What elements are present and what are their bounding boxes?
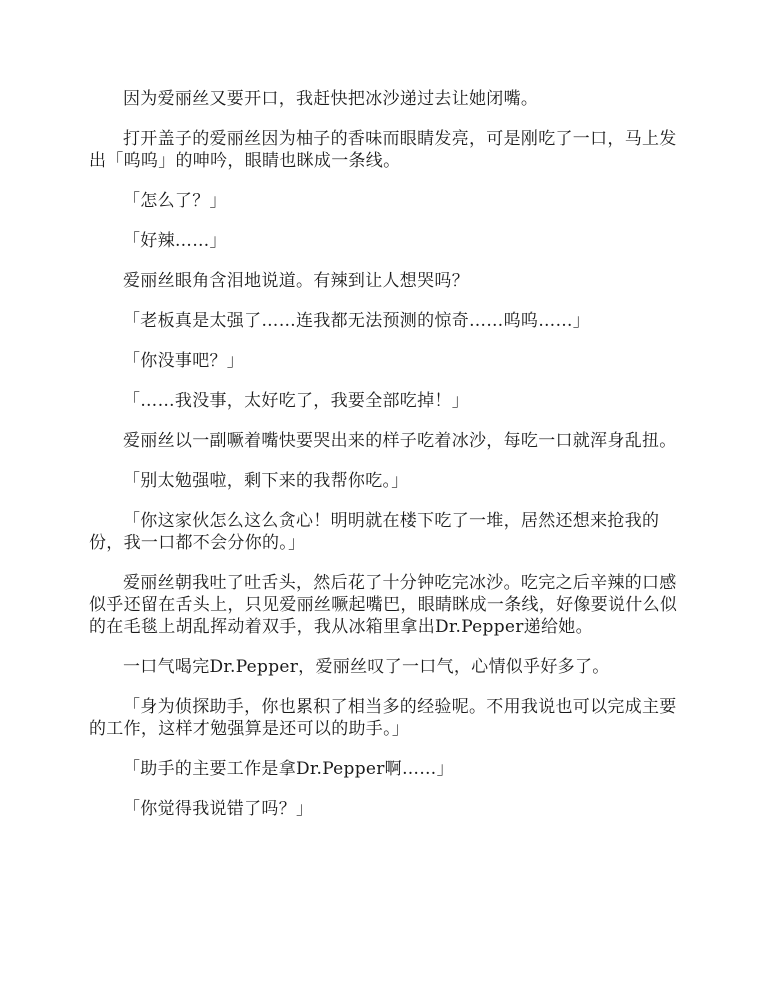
paragraph: 爱丽丝以一副噘着嘴快要哭出来的样子吃着冰沙，每吃一口就浑身乱扭。: [123, 431, 677, 451]
paragraph: 一口气喝完Dr.Pepper，爱丽丝叹了一口气，心情似乎好多了。: [123, 657, 610, 677]
paragraph: 「助手的主要工作是拿Dr.Pepper啊……」: [123, 759, 454, 779]
paragraph: 「你这家伙怎么这么贪心！明明就在楼下吃了一堆，居然还想来抢我的份，我一口都不会分你的。」: [89, 511, 660, 553]
paragraph: 「怎么了？」: [123, 191, 227, 211]
paragraph: 「老板真是太强了……连我都无法预测的惊奇……呜呜……」: [123, 311, 591, 331]
paragraph: 「你觉得我说错了吗？」: [123, 799, 314, 819]
document-page: [89, 88, 679, 838]
paragraph: 「别太勉强啦，剩下来的我帮你吃。」: [123, 471, 409, 491]
paragraph: 「身为侦探助手，你也累积了相当多的经验呢。不用我说也可以完成主要的工作，这样才勉强算是还可以的助手。」: [89, 697, 677, 739]
paragraph: 因为爱丽丝又要开口，我赶快把冰沙递过去让她闭嘴。: [123, 89, 539, 109]
paragraph: 爱丽丝朝我吐了吐舌头，然后花了十分钟吃完冰沙。吃完之后辛辣的口感似乎还留在舌头上，只见爱丽丝噘起嘴巴，眼睛眯成一条线，好像要说什么似的在毛毯上胡乱挥动着双手，我从冰箱里拿出Dr.Pepper递给她。: [89, 573, 678, 637]
paragraph: 打开盖子的爱丽丝因为柚子的香味而眼睛发亮，可是刚吃了一口，马上发出「呜呜」的呻吟，眼睛也眯成一条线。: [89, 129, 677, 171]
paragraph: 「好辣……」: [123, 231, 227, 251]
paragraph: 「……我没事，太好吃了，我要全部吃掉！」: [123, 391, 469, 411]
paragraph: 「你没事吧？」: [123, 351, 245, 371]
paragraph: 爱丽丝眼角含泪地说道。有辣到让人想哭吗？: [123, 271, 469, 291]
